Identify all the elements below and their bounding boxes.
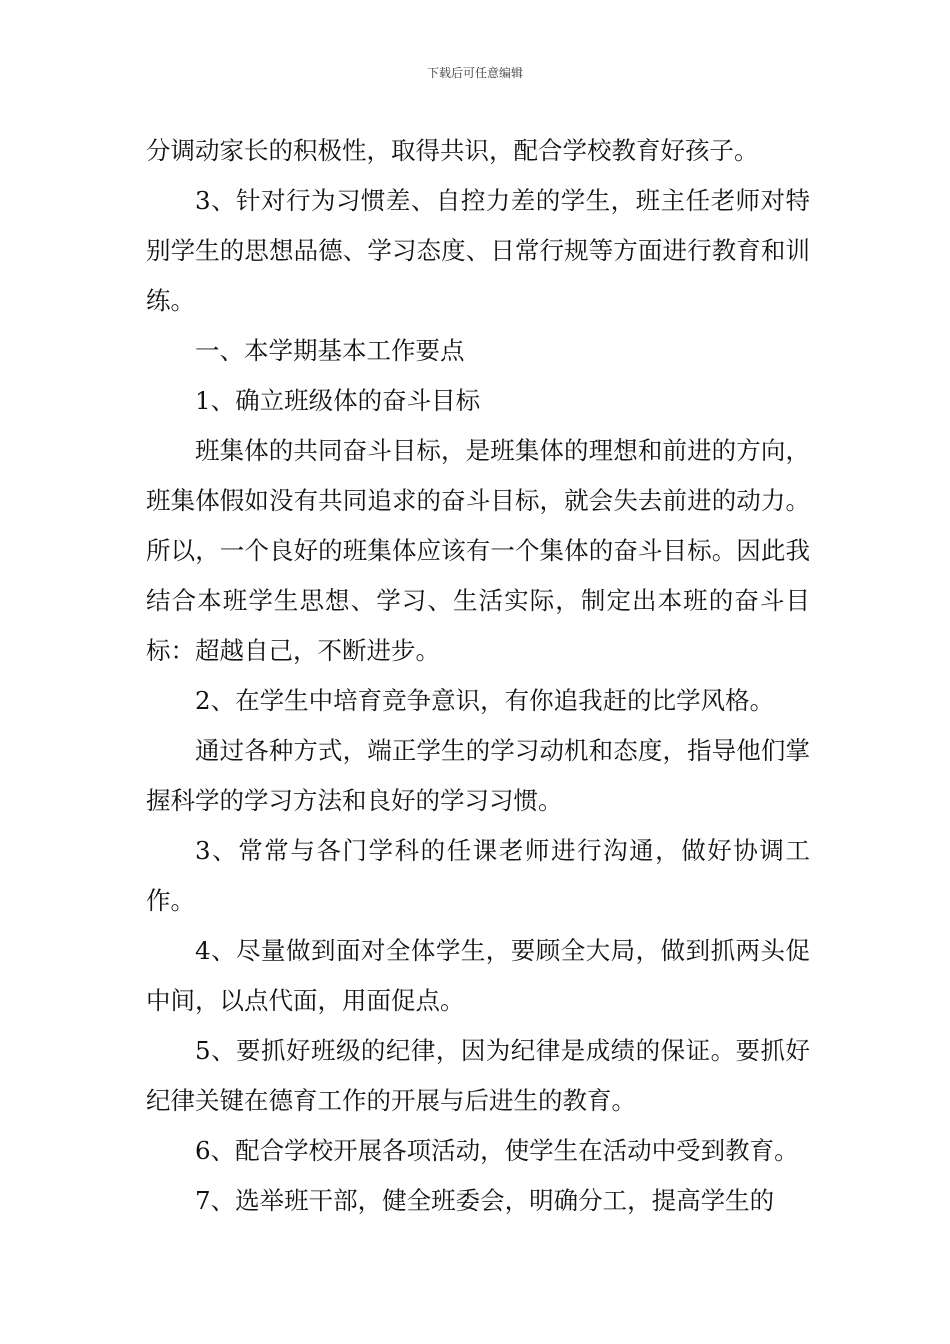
paragraph-item-7: 7、选举班干部，健全班委会，明确分工，提高学生的 [195, 1186, 775, 1215]
paragraph-item-1: 1、确立班级体的奋斗目标 [195, 386, 481, 415]
paragraph-item-5: 5、要抓好班级的纪律，因为纪律是成绩的保证。要抓好纪律关键在德育工作的开展与后进生的教育。 [146, 1036, 810, 1115]
paragraph-item-4: 4、尽量做到面对全体学生，要顾全大局，做到抓两头促中间，以点代面，用面促点。 [146, 936, 810, 1015]
paragraph-item-3: 3、常常与各门学科的任课老师进行沟通，做好协调工作。 [146, 836, 810, 915]
page-header: 下载后可任意编辑 [426, 66, 523, 80]
paragraph-item-2: 2、在学生中培育竞争意识，有你追我赶的比学风格。 [195, 686, 775, 715]
document-body [146, 126, 810, 1226]
paragraph-7: 通过各种方式，端正学生的学习动机和态度，指导他们掌握科学的学习方法和良好的学习习惯。 [146, 736, 810, 815]
paragraph-2: 3、针对行为习惯差、自控力差的学生，班主任老师对特别学生的思想品德、学习态度、日常行规等方面进行教育和训练。 [146, 186, 810, 315]
paragraph-1: 分调动家长的积极性，取得共识，配合学校教育好孩子。 [146, 136, 759, 165]
paragraph-item-6: 6、配合学校开展各项活动，使学生在活动中受到教育。 [195, 1136, 799, 1165]
paragraph-5: 班集体的共同奋斗目标，是班集体的理想和前进的方向，班集体假如没有共同追求的奋斗目标，就会失去前进的动力。所以，一个良好的班集体应该有一个集体的奋斗目标。因此我结合本班学生思想、学习、生活实际，制定出本班的奋斗目标：超越自己，不断进步。 [146, 436, 810, 665]
section-heading: 一、本学期基本工作要点 [195, 336, 465, 365]
